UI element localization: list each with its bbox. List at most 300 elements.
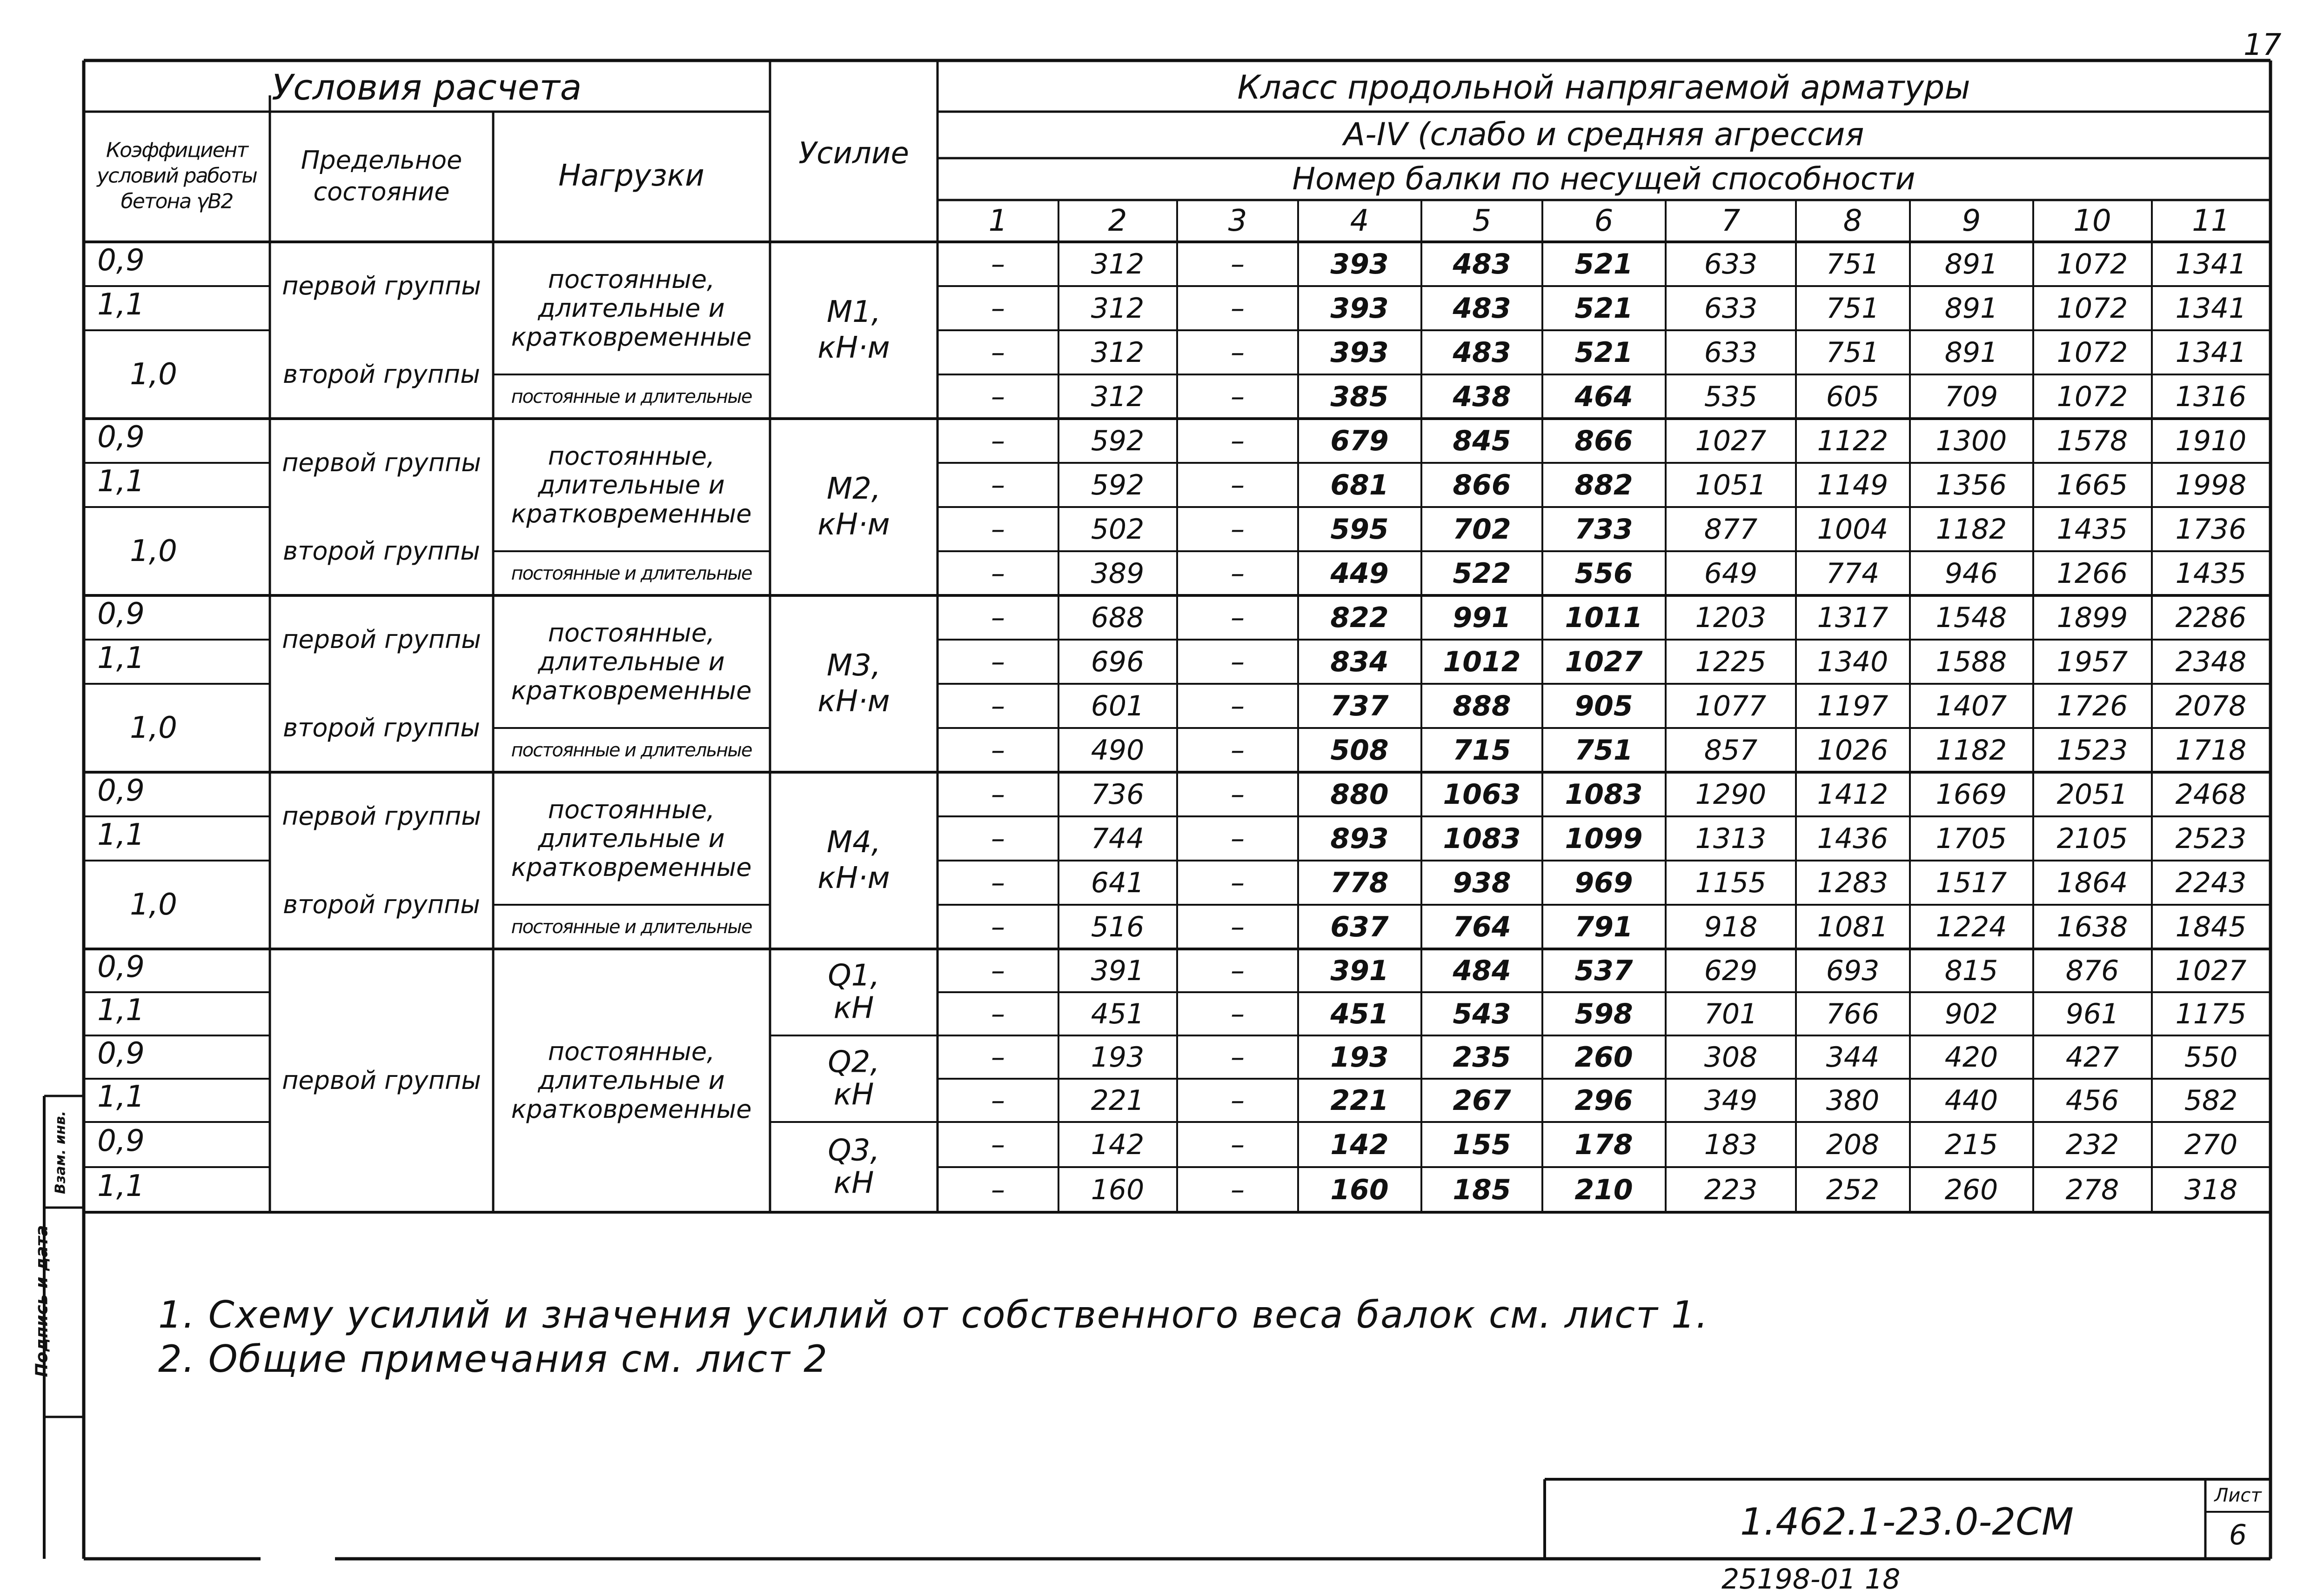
data-cell: 1845 (2175, 910, 2247, 943)
data-cell: 278 (2065, 1173, 2119, 1206)
data-cell: 2105 (2056, 822, 2128, 855)
beam-number: 1 (988, 204, 1008, 238)
data-cell: 1083 (1565, 778, 1643, 811)
data-cell: 160 (1330, 1173, 1389, 1206)
data-cell: 1705 (1936, 822, 2007, 855)
coef-header: Коэффициент условий работы бетона γB2 (97, 138, 257, 214)
data-cell: – (1231, 1041, 1245, 1074)
coef-cell: 1,0 (130, 357, 177, 392)
data-cell: 633 (1704, 247, 1758, 280)
data-cell: 1340 (1817, 645, 1889, 678)
side-stamp-replace: Взам. инв. (52, 1110, 69, 1195)
data-cell: 223 (1704, 1173, 1758, 1206)
limit-state-cell: второй группы (283, 536, 480, 566)
data-cell: 1175 (2175, 997, 2247, 1030)
data-cell: 681 (1330, 468, 1389, 501)
data-cell: 891 (1944, 247, 1998, 280)
data-cell: 1072 (2056, 247, 2128, 280)
data-cell: – (991, 336, 1005, 369)
data-cell: 142 (1330, 1128, 1389, 1161)
data-cell: 1266 (2056, 557, 2128, 590)
data-cell: 451 (1091, 997, 1145, 1030)
data-cell: 751 (1574, 734, 1633, 767)
data-cell: 815 (1944, 954, 1998, 987)
data-cell: 556 (1574, 557, 1633, 590)
force-cell: M2, кН·м (817, 472, 890, 542)
data-cell: – (991, 689, 1005, 722)
data-cell: – (1231, 997, 1245, 1030)
data-cell: 537 (1574, 954, 1633, 987)
data-cell: 601 (1091, 689, 1145, 722)
data-cell: 1435 (2175, 557, 2247, 590)
side-stamp-signature: Подпись и дата (32, 1225, 52, 1377)
data-cell: 946 (1944, 557, 1998, 590)
data-cell: 961 (2065, 997, 2119, 1030)
data-cell: 938 (1453, 866, 1511, 899)
coef-cell: 1,1 (97, 464, 145, 499)
data-cell: 1077 (1695, 689, 1767, 722)
data-cell: 183 (1704, 1128, 1758, 1161)
data-cell: 427 (2065, 1041, 2119, 1074)
data-cell: 155 (1453, 1128, 1511, 1161)
data-cell: – (991, 1128, 1005, 1161)
load-cell: постоянные, длительные и кратковременные (511, 1036, 752, 1124)
note-1: 1. Схему усилий и значения усилий от собственного веса балок см. лист 1. (158, 1293, 1709, 1336)
data-cell: 270 (2184, 1128, 2238, 1161)
data-cell: 160 (1091, 1173, 1145, 1206)
beam-number: 9 (1962, 204, 1981, 238)
data-cell: 490 (1091, 734, 1145, 767)
limit-state-cell: второй группы (283, 713, 480, 742)
beam-number: 10 (2073, 204, 2111, 238)
load-cell: постоянные, длительные и кратковременные (511, 264, 752, 352)
data-cell: 522 (1453, 557, 1511, 590)
force-header: Усилие (798, 136, 909, 171)
data-cell: 483 (1453, 336, 1511, 369)
data-cell: 893 (1330, 822, 1389, 855)
force-cell: Q2, кН (828, 1045, 880, 1112)
data-cell: 312 (1091, 380, 1145, 413)
data-cell: – (991, 866, 1005, 899)
data-cell: 679 (1330, 424, 1389, 457)
data-cell: 1638 (2056, 910, 2128, 943)
data-cell: – (991, 1084, 1005, 1117)
data-cell: 598 (1574, 997, 1633, 1030)
data-cell: 521 (1574, 336, 1633, 369)
data-cell: 451 (1330, 997, 1389, 1030)
data-cell: 508 (1330, 734, 1389, 767)
beam-number: 7 (1721, 204, 1741, 238)
load-cell: постоянные, длительные и кратковременные (511, 441, 752, 528)
data-cell: 902 (1944, 997, 1998, 1030)
load-sub-cell: постоянные и длительные (511, 386, 752, 407)
data-cell: 1225 (1695, 645, 1767, 678)
data-cell: – (1231, 778, 1245, 811)
beam-number: 3 (1228, 204, 1247, 238)
data-cell: 1412 (1817, 778, 1889, 811)
data-cell: 2286 (2175, 601, 2247, 634)
coef-cell: 0,9 (97, 773, 145, 808)
data-cell: 1012 (1443, 645, 1521, 678)
data-cell: 702 (1453, 513, 1511, 546)
data-cell: 880 (1330, 778, 1389, 811)
data-cell: – (991, 1041, 1005, 1074)
data-cell: – (1231, 380, 1245, 413)
data-cell: 633 (1704, 292, 1758, 325)
data-cell: 1283 (1817, 866, 1889, 899)
load-sub-cell: постоянные и длительные (511, 562, 752, 584)
data-cell: – (1231, 689, 1245, 722)
data-cell: 1072 (2056, 292, 2128, 325)
data-cell: – (991, 822, 1005, 855)
data-cell: 715 (1453, 734, 1511, 767)
data-cell: – (1231, 822, 1245, 855)
data-cell: 440 (1944, 1084, 1998, 1117)
data-cell: 834 (1330, 645, 1389, 678)
data-cell: 1435 (2056, 513, 2128, 546)
data-cell: 1899 (2056, 601, 2128, 634)
data-cell: 1182 (1936, 513, 2007, 546)
data-cell: 1072 (2056, 380, 2128, 413)
data-cell: 312 (1091, 336, 1145, 369)
load-sub-cell: постоянные и длительные (511, 916, 752, 938)
force-cell: Q3, кН (828, 1133, 880, 1201)
data-cell: 393 (1330, 292, 1389, 325)
load-cell: постоянные, длительные и кратковременные (511, 618, 752, 705)
data-cell: 1072 (2056, 336, 2128, 369)
data-cell: 1341 (2175, 336, 2247, 369)
data-cell: 764 (1453, 910, 1511, 943)
data-cell: 521 (1574, 247, 1633, 280)
data-cell: – (1231, 734, 1245, 767)
coef-cell: 1,0 (130, 711, 177, 745)
data-cell: – (991, 734, 1005, 767)
data-cell: 235 (1453, 1041, 1511, 1074)
limit-state-cell: первой группы (282, 448, 481, 477)
data-cell: 2051 (2056, 778, 2128, 811)
data-cell: 592 (1091, 424, 1145, 457)
beam-number: 2 (1108, 204, 1127, 238)
data-cell: 1341 (2175, 247, 2247, 280)
data-cell: 991 (1453, 601, 1511, 634)
data-cell: 193 (1330, 1041, 1389, 1074)
archive-number: 25198-01 18 (1721, 1563, 1901, 1596)
data-cell: 456 (2065, 1084, 2119, 1117)
coef-cell: 0,9 (97, 1123, 145, 1158)
loads-header: Нагрузки (558, 159, 704, 193)
data-cell: 882 (1574, 468, 1633, 501)
data-cell: 142 (1091, 1128, 1145, 1161)
data-cell: – (991, 997, 1005, 1030)
data-cell: 535 (1704, 380, 1758, 413)
data-cell: – (1231, 292, 1245, 325)
data-cell: 393 (1330, 336, 1389, 369)
data-cell: 502 (1091, 513, 1145, 546)
data-cell: 736 (1091, 778, 1145, 811)
data-cell: 1864 (2056, 866, 2128, 899)
data-cell: – (991, 292, 1005, 325)
data-cell: 877 (1704, 513, 1758, 546)
class-value: А-IV (слабо и средняя агрессия (1343, 116, 1864, 153)
data-cell: 744 (1091, 822, 1145, 855)
note-2: 2. Общие примечания см. лист 2 (158, 1337, 829, 1381)
data-cell: – (991, 645, 1005, 678)
data-cell: 641 (1091, 866, 1145, 899)
data-cell: 210 (1574, 1173, 1633, 1206)
coef-cell: 0,9 (97, 420, 145, 454)
data-cell: 1051 (1695, 468, 1767, 501)
data-cell: 637 (1330, 910, 1389, 943)
data-cell: 1027 (1695, 424, 1767, 457)
coef-cell: 0,9 (97, 1036, 145, 1071)
data-cell: – (991, 468, 1005, 501)
data-cell: 1316 (2175, 380, 2247, 413)
force-cell: M3, кН·м (817, 648, 890, 719)
data-cell: – (991, 1173, 1005, 1206)
data-cell: 633 (1704, 336, 1758, 369)
data-cell: 393 (1330, 247, 1389, 280)
data-cell: 349 (1704, 1084, 1758, 1117)
data-cell: 2468 (2175, 778, 2247, 811)
data-cell: 1155 (1695, 866, 1767, 899)
data-cell: 438 (1453, 380, 1511, 413)
coef-cell: 0,9 (97, 243, 145, 278)
data-cell: – (1231, 645, 1245, 678)
data-cell: 751 (1826, 247, 1880, 280)
limit-state-cell: первой группы (282, 271, 481, 301)
data-cell: 1182 (1936, 734, 2007, 767)
data-cell: 605 (1826, 380, 1880, 413)
data-cell: 2243 (2175, 866, 2247, 899)
data-cell: 312 (1091, 247, 1145, 280)
data-cell: 1517 (1936, 866, 2007, 899)
data-cell: 778 (1330, 866, 1389, 899)
data-cell: 918 (1704, 910, 1758, 943)
data-cell: 308 (1704, 1041, 1758, 1074)
coef-cell: 1,1 (97, 1169, 145, 1203)
data-cell: 1004 (1817, 513, 1889, 546)
data-cell: 845 (1453, 424, 1511, 457)
data-cell: 312 (1091, 292, 1145, 325)
data-cell: 1026 (1817, 734, 1889, 767)
sheet-label: Лист (2214, 1485, 2262, 1506)
data-cell: 252 (1826, 1173, 1880, 1206)
data-cell: 260 (1944, 1173, 1998, 1206)
data-cell: – (991, 380, 1005, 413)
data-cell: 774 (1826, 557, 1880, 590)
data-cell: 484 (1453, 954, 1511, 987)
data-cell: 464 (1574, 380, 1633, 413)
data-cell: 516 (1091, 910, 1145, 943)
data-cell: 891 (1944, 336, 1998, 369)
force-cell: M4, кН·м (817, 825, 890, 895)
data-cell: – (991, 910, 1005, 943)
data-cell: 232 (2065, 1128, 2119, 1161)
coef-cell: 1,0 (130, 534, 177, 568)
coef-cell: 1,0 (130, 888, 177, 922)
data-cell: 1099 (1565, 822, 1643, 855)
data-cell: – (1231, 513, 1245, 546)
data-cell: – (1231, 1084, 1245, 1117)
data-cell: – (1231, 247, 1245, 280)
limit-state-header: Предельное состояние (301, 145, 462, 206)
data-cell: 193 (1091, 1041, 1145, 1074)
coef-cell: 0,9 (97, 949, 145, 984)
data-cell: 905 (1574, 689, 1633, 722)
data-cell: – (1231, 1128, 1245, 1161)
data-cell: 969 (1574, 866, 1633, 899)
data-cell: 1356 (1936, 468, 2007, 501)
data-cell: 822 (1330, 601, 1389, 634)
data-cell: 1436 (1817, 822, 1889, 855)
beam-number: 11 (2192, 204, 2230, 238)
data-cell: 2348 (2175, 645, 2247, 678)
data-cell: 221 (1330, 1084, 1389, 1117)
data-cell: 1588 (1936, 645, 2007, 678)
data-cell: 1998 (2175, 468, 2247, 501)
data-cell: 1203 (1695, 601, 1767, 634)
data-cell: 380 (1826, 1084, 1880, 1117)
data-cell: 791 (1574, 910, 1633, 943)
data-cell: 215 (1944, 1128, 1998, 1161)
document-code: 1.462.1-23.0-2СМ (1740, 1500, 2074, 1543)
data-cell: – (991, 424, 1005, 457)
data-cell: 582 (2184, 1084, 2238, 1117)
data-cell: 693 (1826, 954, 1880, 987)
data-cell: 1726 (2056, 689, 2128, 722)
data-cell: 1290 (1695, 778, 1767, 811)
class-title: Класс продольной напрягаемой арматуры (1237, 68, 1970, 107)
data-cell: 751 (1826, 292, 1880, 325)
coef-cell: 1,1 (97, 817, 145, 852)
data-cell: 391 (1091, 954, 1145, 987)
force-cell: M1, кН·м (817, 295, 890, 365)
data-cell: 866 (1574, 424, 1633, 457)
beam-number: 8 (1843, 204, 1862, 238)
data-cell: 1736 (2175, 513, 2247, 546)
data-cell: 1669 (1936, 778, 2007, 811)
data-cell: – (1231, 954, 1245, 987)
data-cell: – (991, 954, 1005, 987)
data-cell: – (991, 778, 1005, 811)
data-cell: 483 (1453, 292, 1511, 325)
data-cell: 1300 (1936, 424, 2007, 457)
page-number: 17 (2244, 28, 2282, 62)
data-cell: – (1231, 557, 1245, 590)
data-cell: – (991, 601, 1005, 634)
data-cell: 1197 (1817, 689, 1889, 722)
data-cell: – (991, 513, 1005, 546)
data-cell: 1011 (1565, 601, 1643, 634)
data-cell: 550 (2184, 1041, 2238, 1074)
data-cell: – (1231, 336, 1245, 369)
data-cell: 2523 (2175, 822, 2247, 855)
data-cell: 1957 (2056, 645, 2128, 678)
beam-number: 5 (1472, 204, 1492, 238)
data-cell: 1665 (2056, 468, 2128, 501)
data-cell: 1317 (1817, 601, 1889, 634)
data-cell: 1407 (1936, 689, 2007, 722)
coef-cell: 1,1 (97, 993, 145, 1028)
data-cell: 185 (1453, 1173, 1511, 1206)
data-cell: 1063 (1443, 778, 1521, 811)
data-cell: 208 (1826, 1128, 1880, 1161)
coef-cell: 1,1 (97, 641, 145, 675)
data-cell: 543 (1453, 997, 1511, 1030)
data-cell: 1083 (1443, 822, 1521, 855)
data-cell: 1149 (1817, 468, 1889, 501)
data-cell: 1578 (2056, 424, 2128, 457)
data-cell: – (991, 557, 1005, 590)
data-cell: 1523 (2056, 734, 2128, 767)
conditions-title: Условия расчета (271, 67, 582, 108)
limit-state-cell: первой группы (282, 1066, 481, 1095)
data-cell: 1027 (2175, 954, 2247, 987)
data-cell: 1718 (2175, 734, 2247, 767)
data-cell: – (1231, 910, 1245, 943)
limit-state-cell: второй группы (283, 360, 480, 389)
data-cell: 891 (1944, 292, 1998, 325)
data-cell: 737 (1330, 689, 1389, 722)
data-cell: 178 (1574, 1128, 1633, 1161)
data-cell: – (1231, 468, 1245, 501)
load-sub-cell: постоянные и длительные (511, 739, 752, 761)
coef-cell: 1,1 (97, 287, 145, 322)
data-cell: 385 (1330, 380, 1389, 413)
data-cell: – (1231, 866, 1245, 899)
data-cell: 389 (1091, 557, 1145, 590)
limit-state-cell: второй группы (283, 890, 480, 919)
data-cell: 751 (1826, 336, 1880, 369)
data-cell: 221 (1091, 1084, 1145, 1117)
data-cell: 866 (1453, 468, 1511, 501)
data-cell: – (991, 247, 1005, 280)
data-cell: 857 (1704, 734, 1758, 767)
data-cell: 595 (1330, 513, 1389, 546)
data-cell: 260 (1574, 1041, 1633, 1074)
beam-number: 4 (1350, 204, 1369, 238)
data-cell: 449 (1330, 557, 1389, 590)
data-cell: 1313 (1695, 822, 1767, 855)
data-cell: 344 (1826, 1041, 1880, 1074)
data-cell: 701 (1704, 997, 1758, 1030)
data-cell: 296 (1574, 1084, 1633, 1117)
coef-cell: 1,1 (97, 1079, 145, 1114)
data-cell: 1910 (2175, 424, 2247, 457)
data-cell: 1548 (1936, 601, 2007, 634)
data-cell: 1081 (1817, 910, 1889, 943)
load-cell: постоянные, длительные и кратковременные (511, 795, 752, 882)
data-cell: 696 (1091, 645, 1145, 678)
data-cell: 688 (1091, 601, 1145, 634)
data-cell: – (1231, 601, 1245, 634)
data-cell: 2078 (2175, 689, 2247, 722)
data-cell: 521 (1574, 292, 1633, 325)
data-cell: – (1231, 1173, 1245, 1206)
data-cell: 888 (1453, 689, 1511, 722)
data-cell: 318 (2184, 1173, 2238, 1206)
sheet-number: 6 (2229, 1519, 2247, 1551)
beam-number: 6 (1594, 204, 1614, 238)
data-cell: 649 (1704, 557, 1758, 590)
data-cell: 391 (1330, 954, 1389, 987)
data-cell: 1341 (2175, 292, 2247, 325)
data-cell: – (1231, 424, 1245, 457)
beam-number-title: Номер балки по несущей способности (1292, 161, 1916, 197)
data-cell: 1027 (1565, 645, 1643, 678)
data-cell: 420 (1944, 1041, 1998, 1074)
force-cell: Q1, кН (828, 958, 880, 1026)
